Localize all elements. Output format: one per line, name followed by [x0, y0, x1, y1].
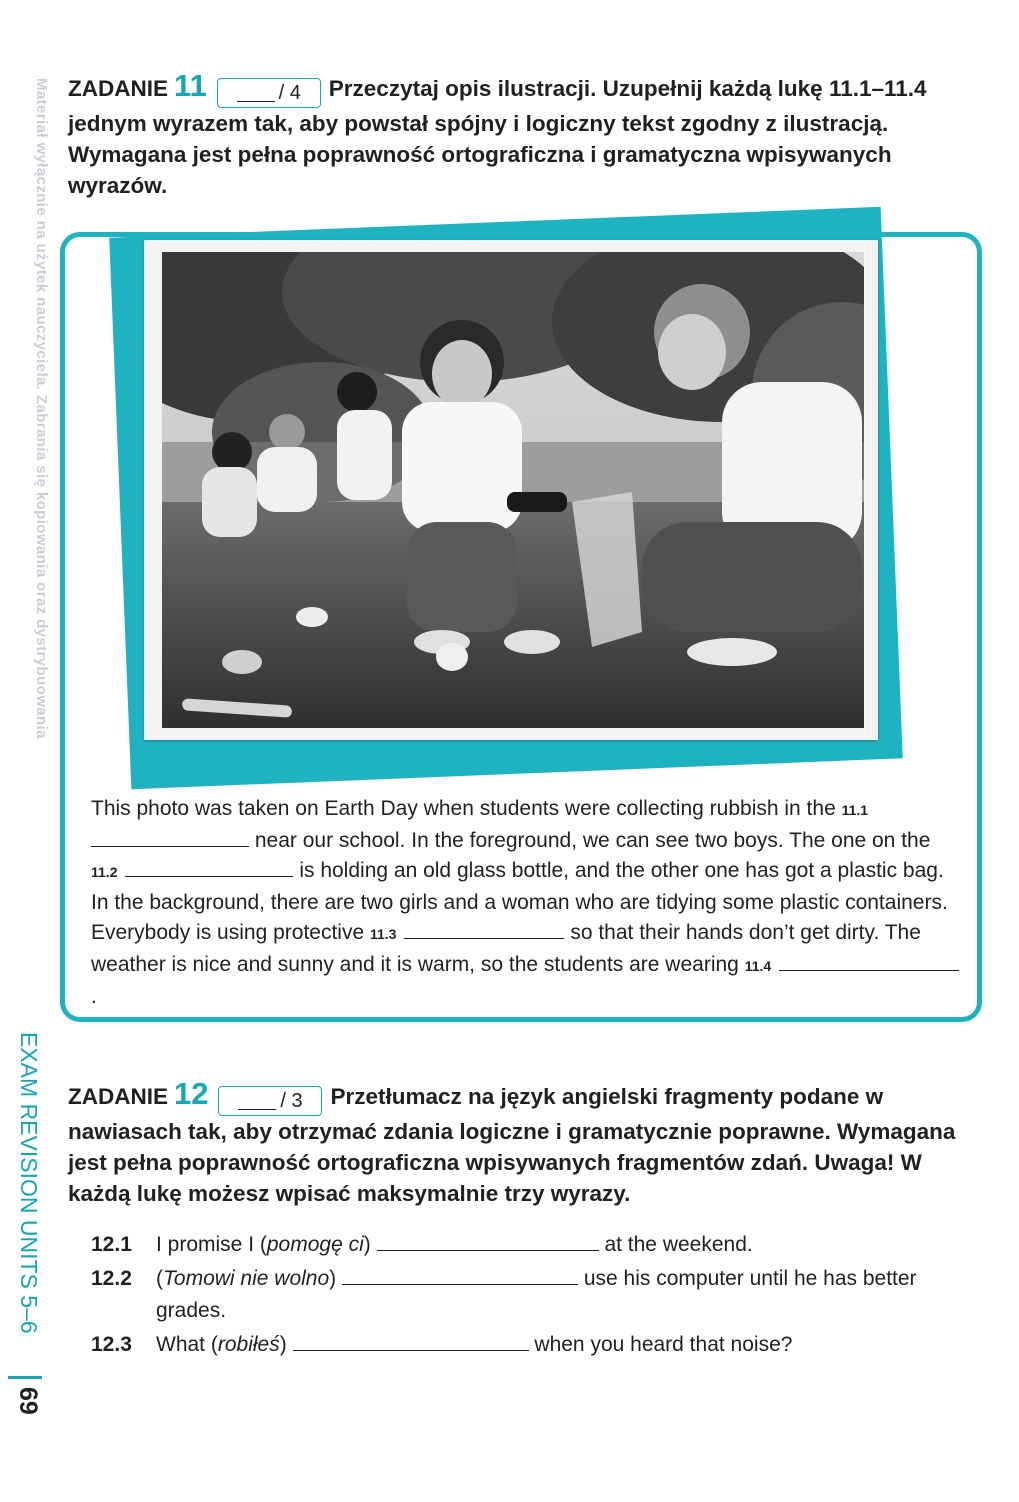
gap-11-2-label: 11.2 [91, 864, 118, 881]
gap-11-4-blank[interactable] [779, 950, 959, 971]
task-12-score-box [218, 1086, 322, 1116]
item-hint-close: ) [329, 1267, 337, 1290]
item-text-before: ( [156, 1267, 163, 1290]
item-hint: pomogę ci [266, 1233, 364, 1256]
item-number: 12.3 [91, 1333, 132, 1356]
item-12-1-blank[interactable] [377, 1230, 599, 1251]
item-hint-close: ) [279, 1333, 287, 1356]
copyright-side-note: Materiał wyłącznie na użytek nauczyciela. Zabrania się kopiowania oraz dystrybuowania [33, 78, 50, 739]
gap-11-4-label: 11.4 [744, 957, 772, 974]
item-12-3-blank[interactable] [293, 1330, 529, 1351]
item-number: 12.1 [91, 1233, 132, 1256]
passage-text-4: so that their hands don’t get dirty. The weather is nice and sunny and it is warm, so the students are wearing [91, 921, 921, 976]
earth-day-photo [162, 252, 864, 728]
task-12-score: / 3 [280, 1090, 303, 1112]
item-text-after: use his computer until he has better grades. [156, 1267, 917, 1322]
task-11-instruction: Przeczytaj opis ilustracji. Uzupełnij każdą lukę 11.1–11.4 jednym wyrazem tak, aby powstał spójny i logiczny tekst zgodny z ilustracją. Wymagana jest pełna poprawność ortograficzna i gramatyczna wpisywanych wyrazów. [68, 76, 927, 198]
gap-11-3-blank[interactable] [404, 918, 564, 939]
task-11-score: / 4 [278, 82, 301, 104]
passage-text-5: . [91, 984, 97, 1008]
task-12-keyword: ZADANIE [68, 1084, 168, 1109]
item-text-after: at the weekend. [604, 1233, 753, 1256]
task-12-item [91, 1263, 951, 1327]
gap-11-2-blank[interactable] [125, 856, 293, 877]
item-text-before: What ( [156, 1333, 218, 1356]
task-12-instruction: Przetłumacz na język angielski fragmenty podane w nawiasach tak, aby otrzymać zdania logiczne i gramatycznie poprawne. Wymagana jest pełna poprawność ortograficzna wpisywanych fragmentów zdań. Uwaga! W każdą lukę możesz wpisać maksymalnie trzy wyrazy. [68, 1084, 956, 1206]
item-text-after: when you heard that noise? [534, 1333, 793, 1356]
passage-text-3: is holding an old glass bottle, and the other one has got a plastic bag. In the background, there are two girls and a woman who are tidying some plastic containers. Everybody is using protective [91, 859, 948, 945]
item-hint: Tomowi nie wolno [163, 1267, 330, 1290]
task-11-keyword: ZADANIE [68, 76, 168, 101]
item-number: 12.2 [91, 1267, 132, 1290]
task-12-number: 12 [174, 1076, 209, 1111]
passage-text-1: This photo was taken on Earth Day when students were collecting rubbish in the [91, 797, 836, 820]
task-12-items [91, 1229, 951, 1361]
task-11-instruction-block [68, 70, 968, 201]
task-12-item [91, 1229, 951, 1261]
task-12-instruction-block [68, 1078, 968, 1209]
task-11-passage [91, 794, 961, 1012]
section-side-label: EXAM REVISION UNITS 5–6 [16, 1032, 42, 1334]
item-hint-close: ) [363, 1233, 371, 1256]
task-12-item [91, 1329, 951, 1361]
gap-11-1-label: 11.1 [841, 802, 869, 818]
item-hint: robiłeś [217, 1333, 280, 1356]
task-11-score-box [217, 78, 321, 108]
item-text-before: I promise I ( [156, 1233, 267, 1256]
task-11-number: 11 [174, 68, 207, 103]
gap-11-1-blank[interactable] [91, 826, 249, 847]
page-number: 69 [8, 1376, 42, 1433]
item-12-2-blank[interactable] [342, 1264, 578, 1285]
passage-text-2: near our school. In the foreground, we can see two boys. The one on the [254, 828, 931, 852]
gap-11-3-label: 11.3 [369, 926, 397, 943]
